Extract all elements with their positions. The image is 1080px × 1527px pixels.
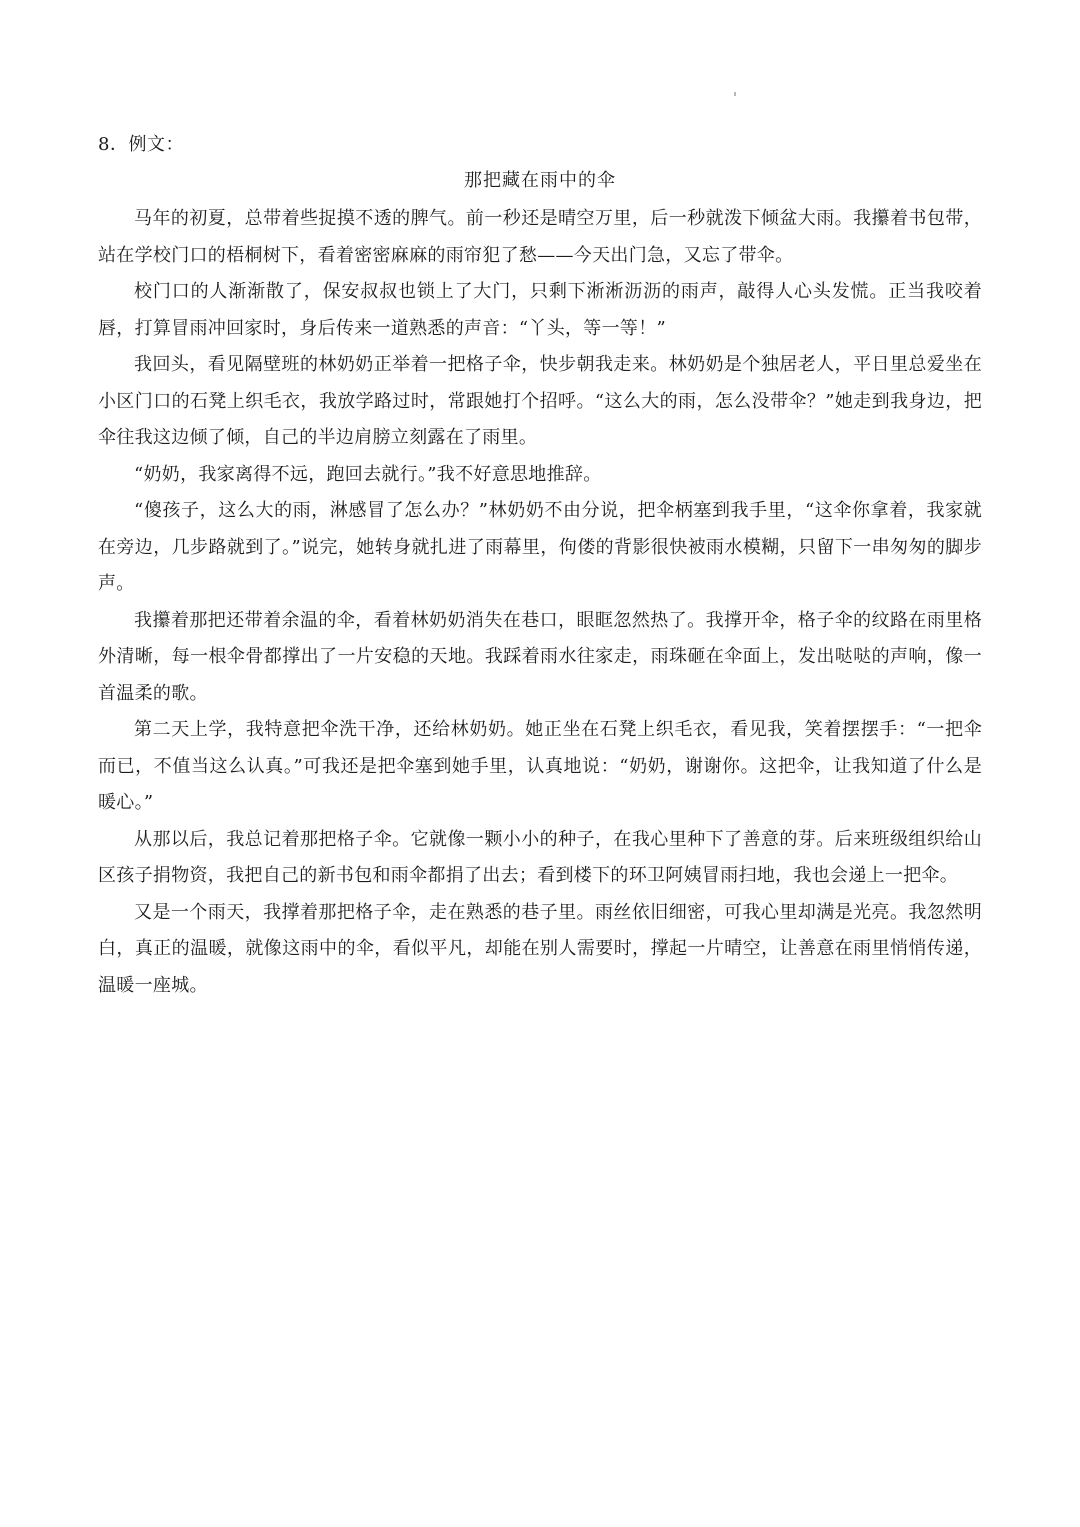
essay-title: 那把藏在雨中的伞 bbox=[464, 170, 616, 191]
essay-paragraph: 从那以后，我总记着那把格子伞。它就像一颗小小的种子，在我心里种下了善意的芽。后来班级组织给山区孩子捐物资，我把自己的新书包和雨伞都捐了出去；看到楼下的环卫阿姨冒雨扫地，我也会递上一把伞。 bbox=[98, 828, 982, 886]
essay-body bbox=[98, 201, 982, 1004]
essay-paragraph: 校门口的人渐渐散了，保安叔叔也锁上了大门，只剩下淅淅沥沥的雨声，敲得人心头发慌。正当我咬着唇，打算冒雨冲回家时，身后传来一道熟悉的声音：“丫头，等一等！” bbox=[98, 281, 982, 339]
essay-paragraph: 第二天上学，我特意把伞洗干净，还给林奶奶。她正坐在石凳上织毛衣，看见我，笑着摆摆手：“一把伞而已，不值当这么认真。”可我还是把伞塞到她手里，认真地说：“奶奶，谢谢你。这把伞，让我知道了什么是暖心。” bbox=[98, 719, 982, 813]
essay-paragraph: “傻孩子，这么大的雨，淋感冒了怎么办？”林奶奶不由分说，把伞柄塞到我手里，“这伞你拿着，我家就在旁边，几步路就到了。”说完，她转身就扎进了雨幕里，佝偻的背影很快被雨水模糊，只留下一串匆匆的脚步声。 bbox=[98, 500, 982, 594]
essay-paragraph: 我回头，看见隔壁班的林奶奶正举着一把格子伞，快步朝我走来。林奶奶是个独居老人，平日里总爱坐在小区门口的石凳上织毛衣，我放学路过时，常跟她打个招呼。“这么大的雨，怎么没带伞？”她走到我身边，把伞往我这边倾了倾，自己的半边肩膀立刻露在了雨里。 bbox=[98, 354, 982, 448]
scan-speck bbox=[734, 92, 736, 96]
essay-paragraph: 又是一个雨天，我撑着那把格子伞，走在熟悉的巷子里。雨丝依旧细密，可我心里却满是光亮。我忽然明白，真正的温暖，就像这雨中的伞，看似平凡，却能在别人需要时，撑起一片晴空，让善意在雨里悄悄传递，温暖一座城。 bbox=[98, 901, 982, 996]
essay-paragraph: “奶奶，我家离得不远，跑回去就行。”我不好意思地推辞。 bbox=[134, 463, 602, 485]
essay-paragraph: 马年的初夏，总带着些捉摸不透的脾气。前一秒还是晴空万里，后一秒就泼下倾盆大雨。我攥着书包带，站在学校门口的梧桐树下，看着密密麻麻的雨帘犯了愁——今天出门急，又忘了带伞。 bbox=[98, 208, 982, 266]
question-number-label: 8．例文： bbox=[98, 134, 184, 155]
essay-paragraph: 我攥着那把还带着余温的伞，看着林奶奶消失在巷口，眼眶忽然热了。我撑开伞，格子伞的纹路在雨里格外清晰，每一根伞骨都撑出了一片安稳的天地。我踩着雨水往家走，雨珠砸在伞面上，发出哒哒的声响，像一首温柔的歌。 bbox=[98, 609, 982, 704]
